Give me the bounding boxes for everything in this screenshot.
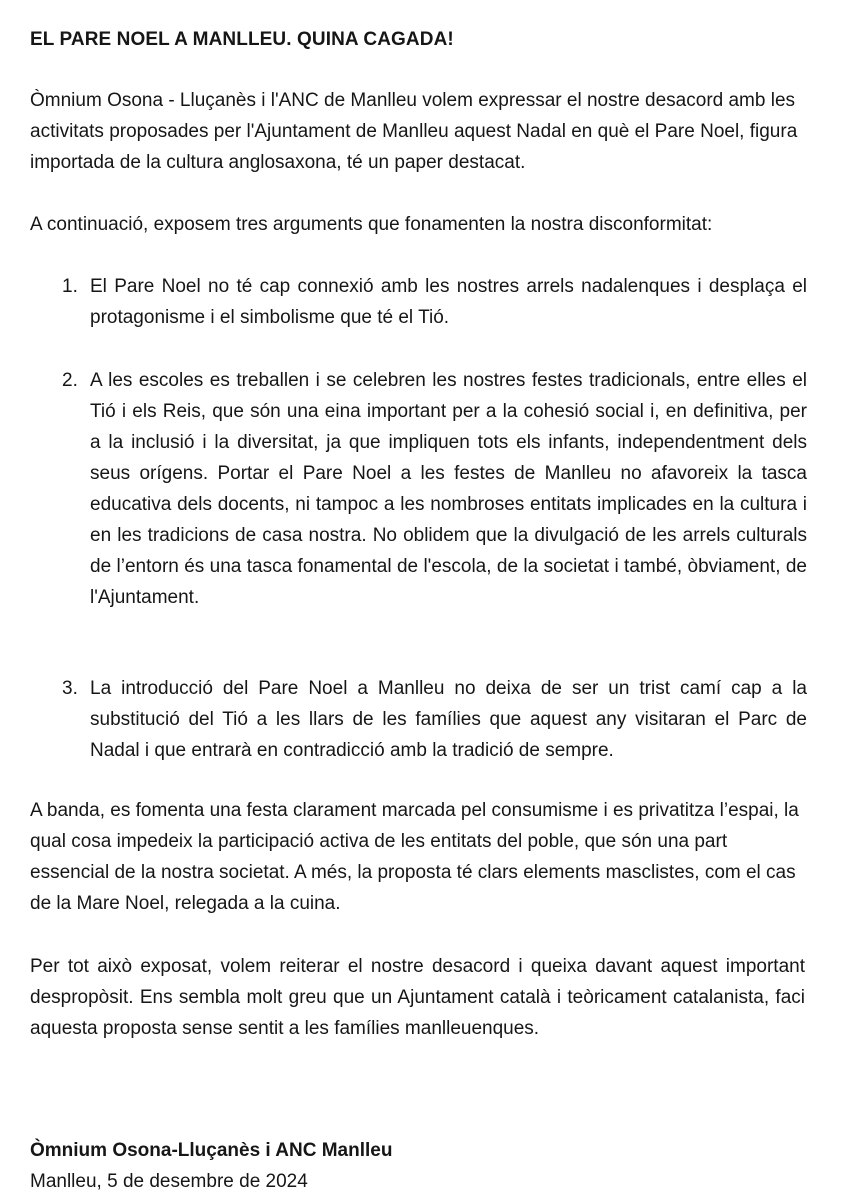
intro-paragraph: Òmnium Osona - Lluçanès i l'ANC de Manlleu volem expressar el nostre desacord amb les activitats proposades per l'Ajuntament de Manlleu aquest Nadal en què el Pare Noel, figura importada de la cultura anglosaxona, té un paper destacat. — [30, 90, 798, 173]
signature-name: Òmnium Osona-Lluçanès i ANC Manlleu — [30, 1140, 393, 1161]
document-title: EL PARE NOEL A MANLLEU. QUINA CAGADA! — [30, 29, 454, 50]
argument-item-3 — [62, 673, 807, 766]
argument-number: 3. — [62, 678, 78, 699]
argument-number: 1. — [62, 276, 78, 297]
argument-item-2 — [62, 365, 807, 613]
signature-place-date: Manlleu, 5 de desembre de 2024 — [30, 1171, 308, 1192]
argument-item-1 — [62, 271, 807, 333]
argument-number: 2. — [62, 370, 78, 391]
argument-text: La introducció del Pare Noel a Manlleu no deixa de ser un trist camí cap a la substitució del Tió a les llars de les famílies que aquest any visitaran el Parc de Nadal i que entrarà en contradicció amb la tradició de sempre. — [90, 678, 807, 761]
conclusion-paragraph: Per tot això exposat, volem reiterar el nostre desacord i queixa davant aquest important despropòsit. Ens sembla molt greu que un Ajuntament català i teòricament catalanista, faci aquesta proposta sense sentit a les famílies manlleuenques. — [30, 956, 805, 1039]
arguments-lead-paragraph: A continuació, exposem tres arguments que fonamenten la nostra disconformitat: — [30, 214, 713, 235]
argument-text: A les escoles es treballen i se celebren les nostres festes tradicionals, entre elles el Tió i els Reis, que són una eina important per a la cohesió social i, en definitiva, per a la inclusió i la diversitat, ja que impliquen tots els infants, independentment dels seus orígens. Portar el Pare Noel a les festes de Manlleu no afavoreix la tasca educativa dels docents, ni tampoc a les nombroses entitats implicades en la cultura i en les tradicions de casa nostra. No oblidem que la divulgació de les arrels culturals de l’entorn és una tasca fonamental de l'escola, de la societat i també, òbviament, de l'Ajuntament. — [90, 370, 807, 608]
banda-paragraph: A banda, es fomenta una festa clarament marcada pel consumisme i es privatitza l’espai, la qual cosa impedeix la participació activa de les entitats del poble, que són una part essencial de la nostra societat. A més, la proposta té clars elements masclistes, com el cas de la Mare Noel, relegada a la cuina. — [30, 800, 799, 914]
argument-text: El Pare Noel no té cap connexió amb les nostres arrels nadalenques i desplaça el protagonisme i el simbolisme que té el Tió. — [90, 276, 807, 328]
